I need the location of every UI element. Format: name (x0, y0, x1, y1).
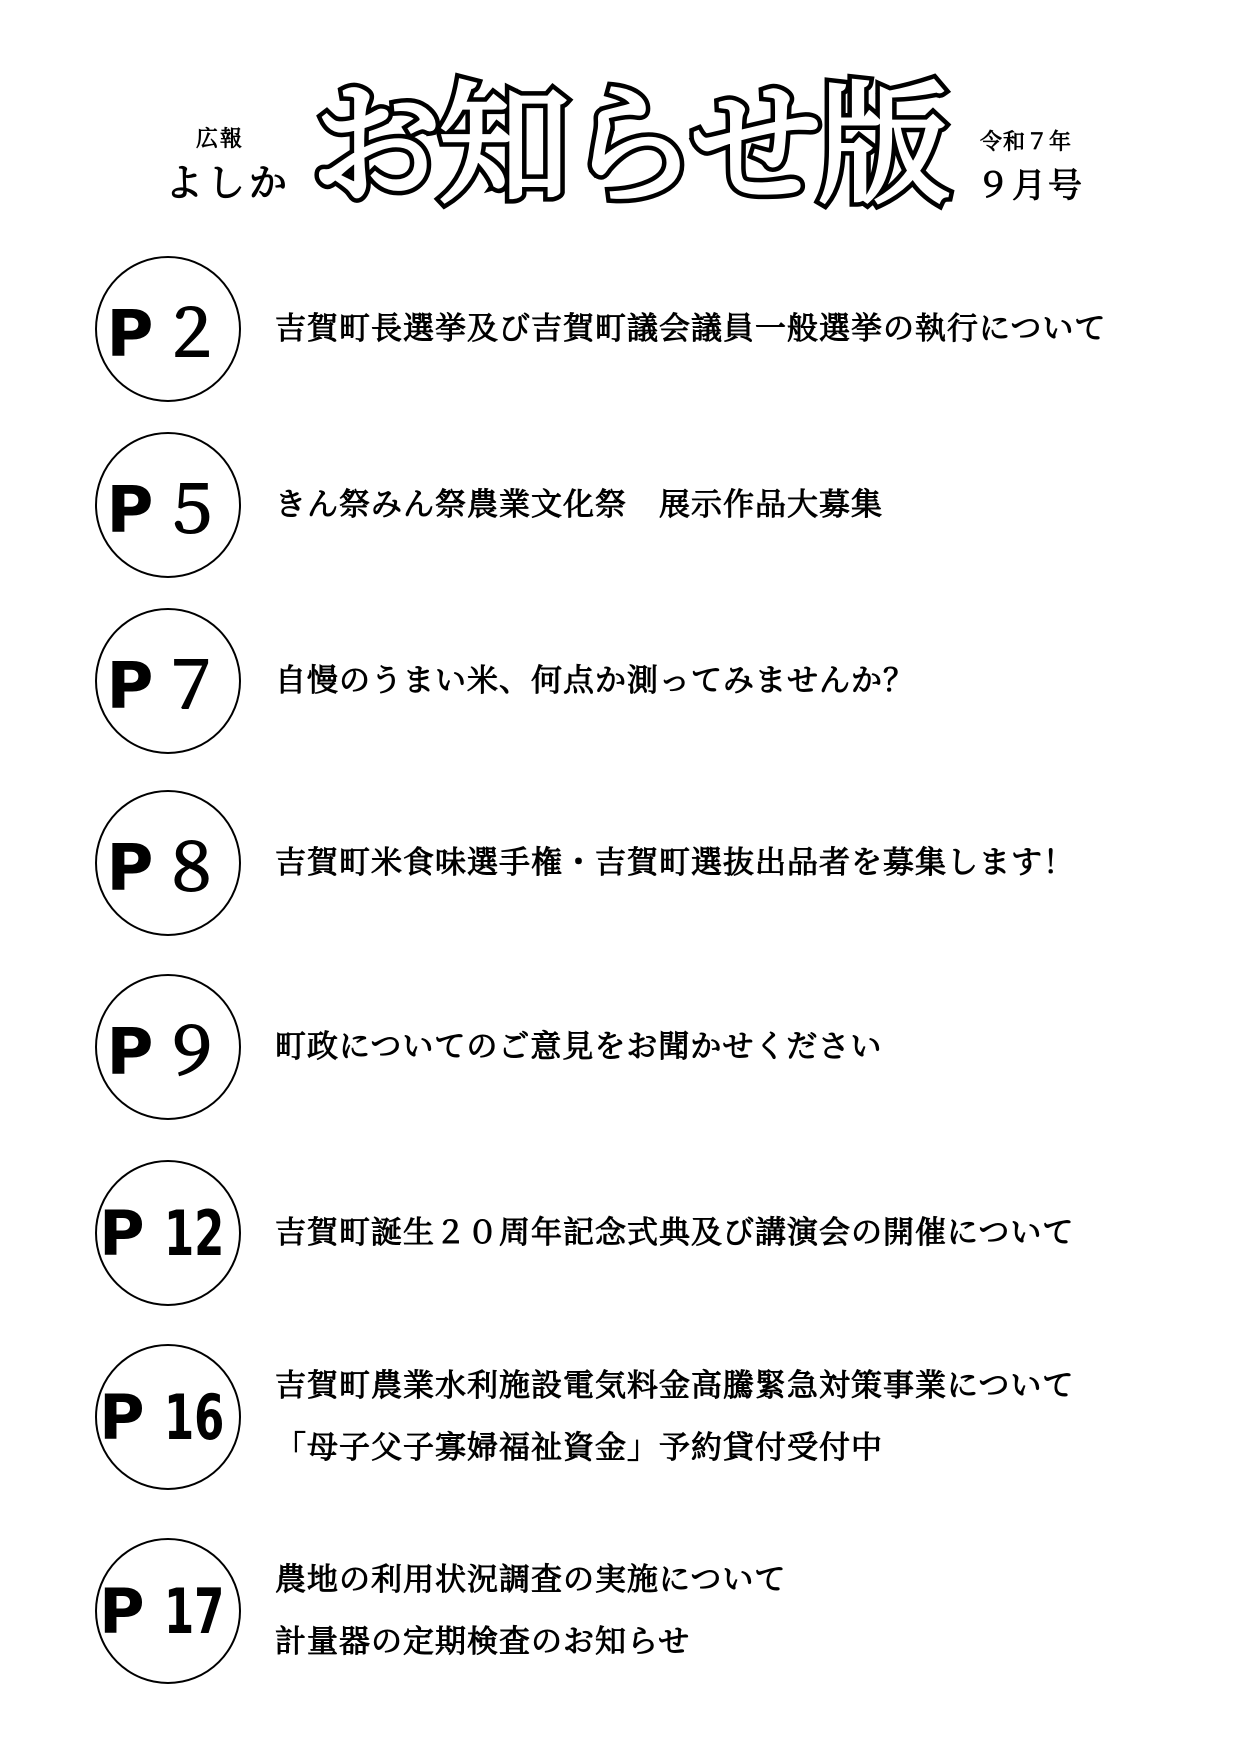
entry-titles (275, 1538, 1175, 1684)
entry-titles (275, 974, 1175, 1120)
toc-entry[interactable] (95, 790, 1195, 940)
toc-entry[interactable] (95, 256, 1195, 406)
newsletter-title-text: お知らせ版 (310, 69, 947, 223)
page-number-badge (95, 1160, 241, 1306)
page-num: 12 (163, 1196, 224, 1270)
page-number-badge: P２ (95, 256, 241, 402)
entry-title: 計量器の定期検査のお知らせ (275, 1624, 691, 1660)
entry-titles (275, 1344, 1175, 1490)
entry-titles (275, 432, 1175, 578)
page-number-badge: P５ (95, 432, 241, 578)
entry-title: 吉賀町米食味選手権・吉賀町選抜出品者を募集します！ (275, 844, 1075, 881)
page-prefix: P (99, 1380, 145, 1454)
page-num: 16 (163, 1380, 224, 1454)
issue-era: 令和７年 (980, 130, 1073, 155)
entry-title: 自慢のうまい米、何点か測ってみませんか？ (275, 662, 915, 699)
entry-titles (275, 1160, 1175, 1306)
toc-entry[interactable] (95, 1538, 1195, 1688)
entry-title: 町政についてのご意見をお聞かせください (275, 1028, 883, 1065)
entry-title: 吉賀町農業水利施設電気料金高騰緊急対策事業について (275, 1368, 1075, 1404)
toc-entry[interactable] (95, 1344, 1195, 1494)
entry-titles (275, 790, 1175, 936)
toc-entry[interactable] (95, 1160, 1195, 1310)
page-prefix: P (99, 1196, 145, 1270)
entry-title: 「母子父子寡婦福祉資金」予約貸付受付中 (275, 1430, 883, 1466)
publisher-label: 広報 (196, 127, 245, 152)
page-prefix: P (99, 1574, 145, 1648)
entry-title: 農地の利用状況調査の実施について (275, 1562, 787, 1598)
page-number-badge (95, 1344, 241, 1490)
toc-entry[interactable] (95, 974, 1195, 1124)
page-number-badge: P９ (95, 974, 241, 1120)
entry-title: きん祭みん祭農業文化祭 展示作品大募集 (275, 486, 883, 523)
toc-entry[interactable] (95, 432, 1195, 582)
entry-title: 吉賀町長選挙及び吉賀町議会議員一般選挙の執行について (275, 310, 1107, 347)
entry-title: 吉賀町誕生２０周年記念式典及び講演会の開催について (275, 1214, 1075, 1251)
page-num: 17 (163, 1574, 224, 1648)
issue-month: ９月号 (976, 166, 1084, 206)
page-number-badge: P７ (95, 608, 241, 754)
publisher-name: よしか (165, 161, 292, 205)
entry-titles (275, 608, 1175, 754)
entry-titles (275, 256, 1175, 402)
page-number-badge (95, 1538, 241, 1684)
page-number-badge: P８ (95, 790, 241, 936)
toc-entry[interactable] (95, 608, 1195, 758)
